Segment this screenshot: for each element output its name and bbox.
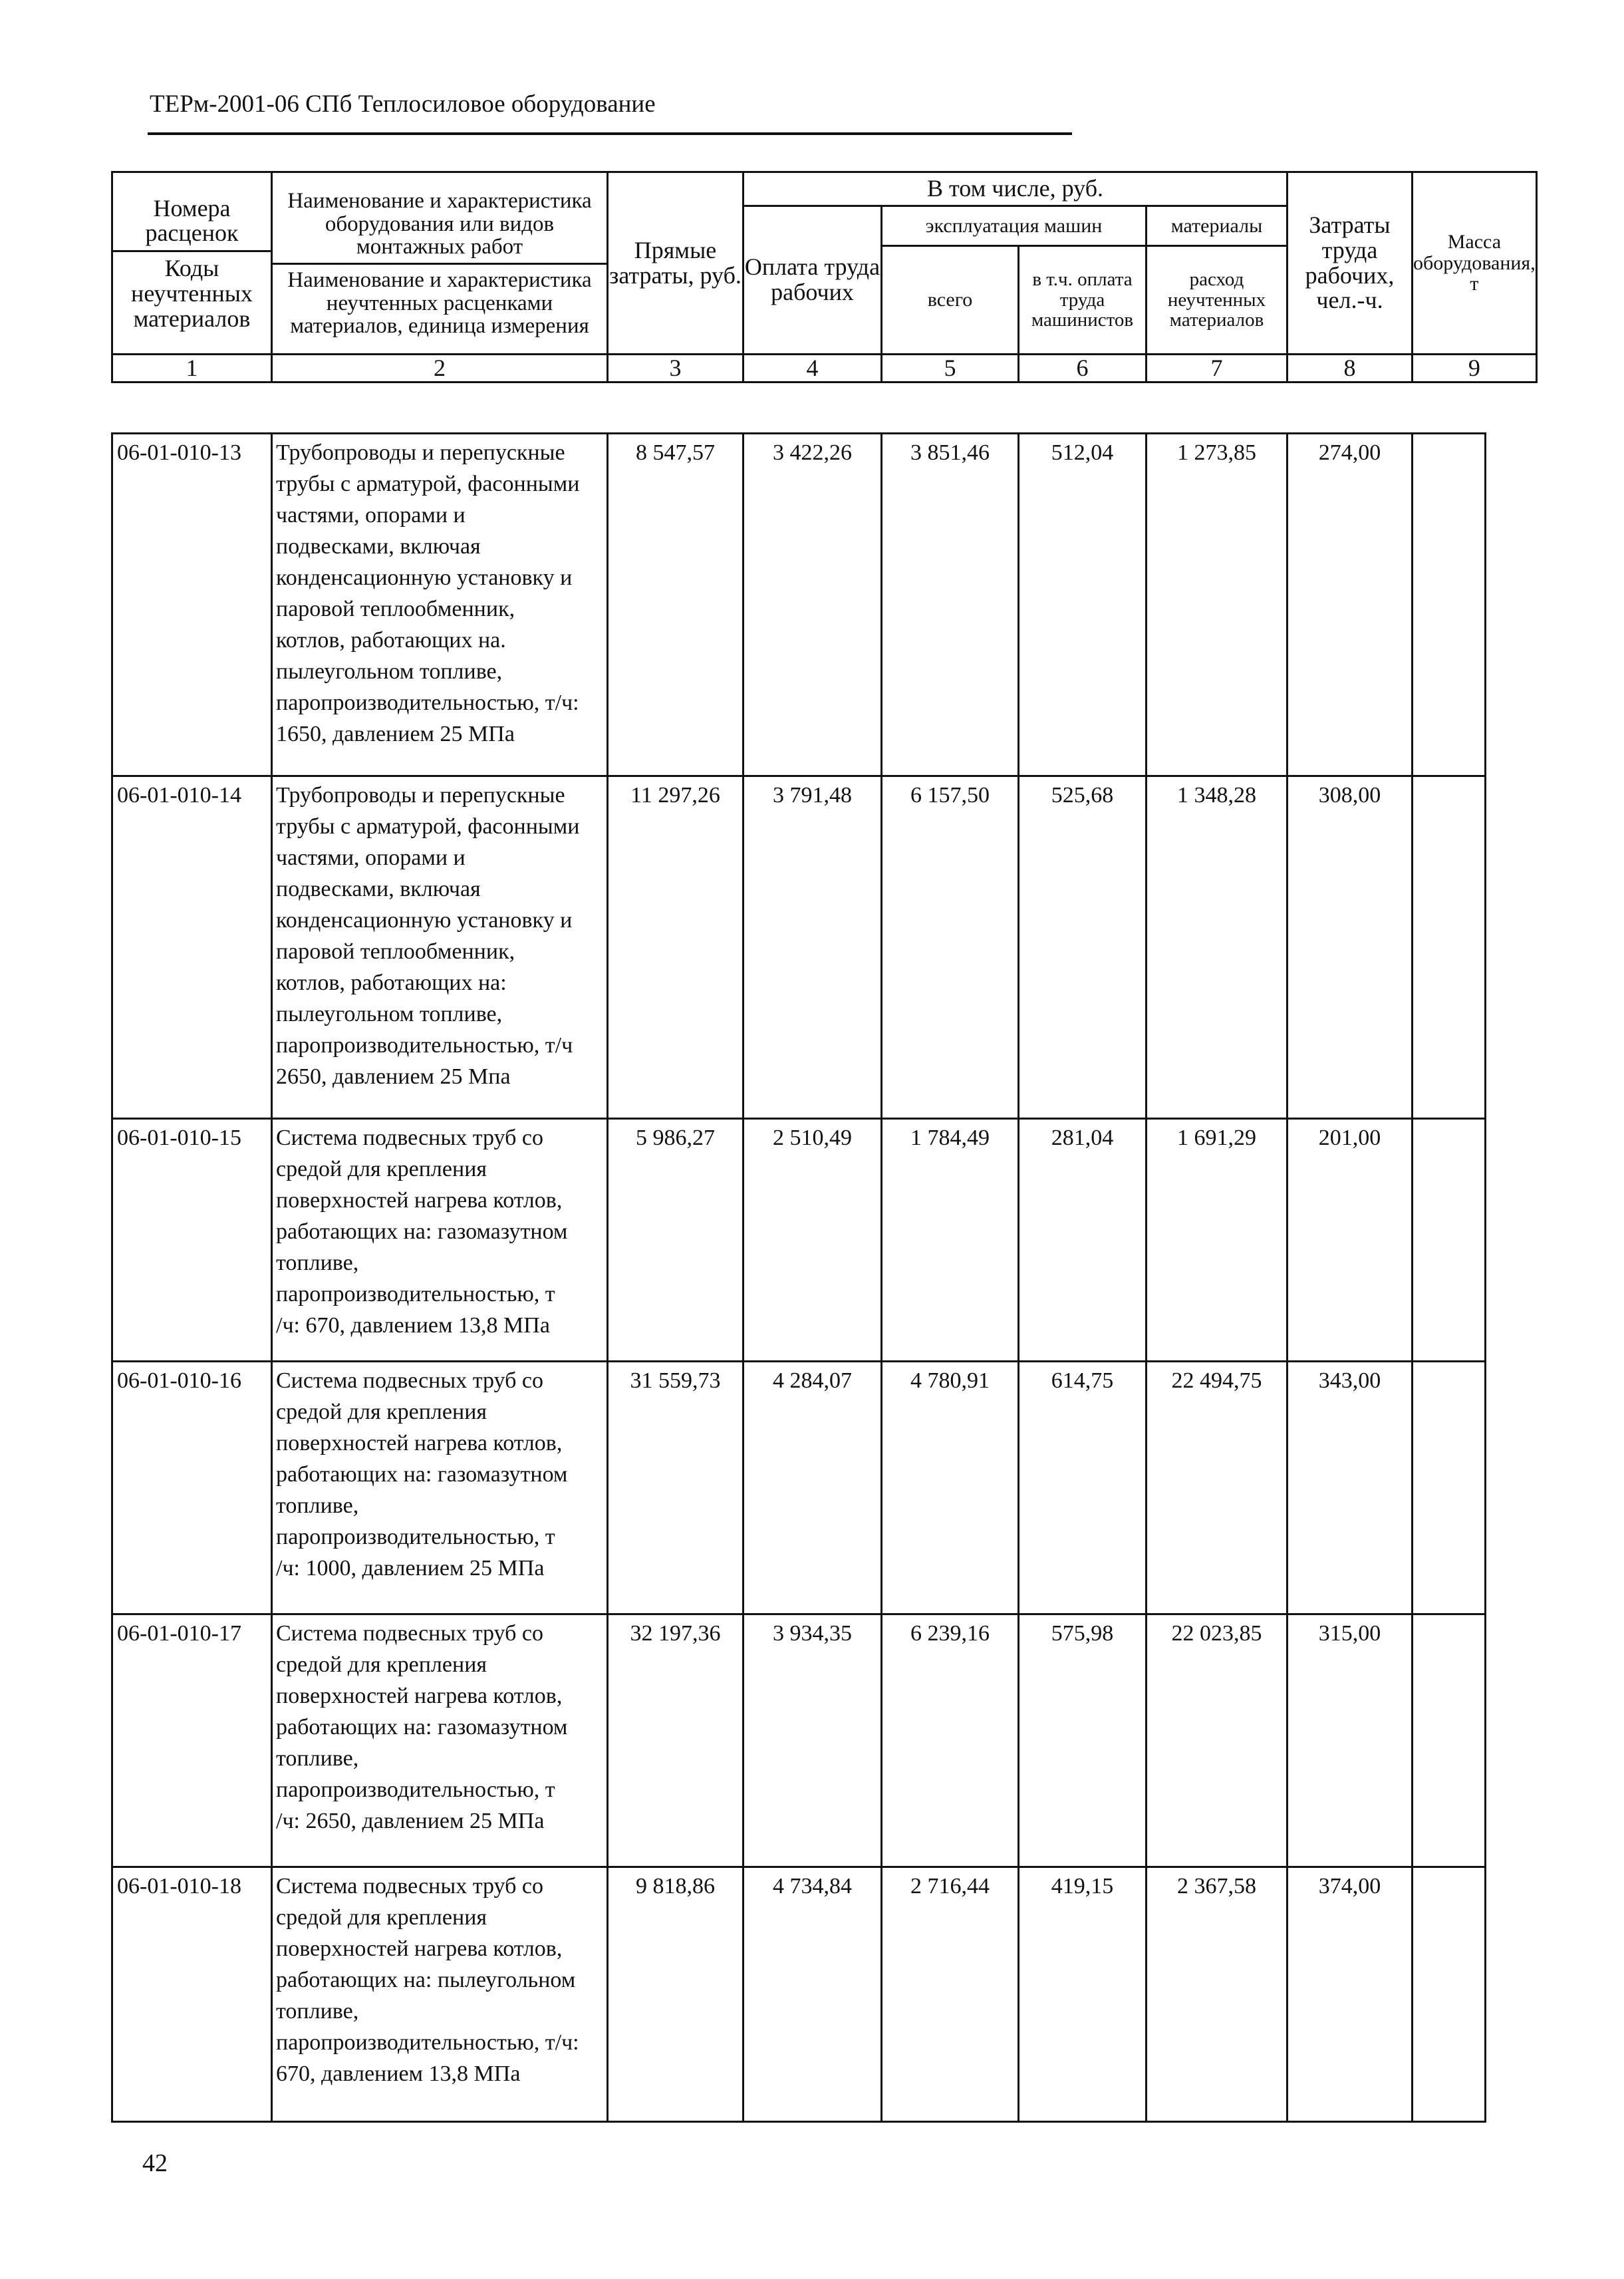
materials-value: 1 691,29 [1147, 1119, 1287, 1362]
rate-code: 06-01-010-13 [112, 434, 272, 776]
rate-code: 06-01-010-15 [112, 1119, 272, 1362]
description-line: средой для крепления [276, 1652, 487, 1677]
materials-value: 1 273,85 [1147, 434, 1287, 776]
machinist-wages-value: 525,68 [1019, 776, 1147, 1119]
description-line: паровой теплообменник, [276, 597, 515, 621]
machines-total-value: 2 716,44 [882, 1867, 1019, 2122]
description-line: работающих на: пылеугольном [276, 1968, 576, 1992]
description-line: котлов, работающих на: [276, 971, 507, 995]
mass-value [1413, 1614, 1486, 1867]
description-line: /ч: 670, давлением 13,8 МПа [276, 1313, 550, 1338]
header-including-group: В том числе, руб. [744, 172, 1287, 206]
header-rate-numbers: Номера расценок [145, 194, 239, 247]
description-line: подвесками, включая [276, 534, 481, 559]
header-material-name: Наименование и характеристика неучтенных расценками материалов, единица измерения [273, 263, 607, 339]
description-line: поверхностей нагрева котлов, [276, 1684, 563, 1708]
description-line: пылеугольном топливе, [276, 1002, 503, 1026]
description-line: поверхностей нагрева котлов, [276, 1936, 563, 1961]
description-line: 670, давлением 13,8 МПа [276, 2061, 521, 2086]
machines-total-value: 1 784,49 [882, 1119, 1019, 1362]
labor-hours-value: 343,00 [1287, 1362, 1413, 1614]
document-title: ТЕРм-2001-06 СПб Теплосиловое оборудование [150, 90, 656, 118]
worker-wages-value: 4 284,07 [744, 1362, 882, 1614]
rate-description [272, 1362, 608, 1614]
table-row [112, 434, 1486, 776]
mass-value [1413, 434, 1486, 776]
column-number-8: 8 [1287, 355, 1413, 382]
description-line: трубы с арматурой, фасонными [276, 472, 580, 496]
description-line: средой для крепления [276, 1400, 487, 1424]
labor-hours-value: 315,00 [1287, 1614, 1413, 1867]
table-row [112, 1362, 1486, 1614]
description-line: трубы с арматурой, фасонными [276, 814, 580, 839]
rate-code: 06-01-010-18 [112, 1867, 272, 2122]
header-machine-operation: эксплуатация машин [882, 206, 1147, 246]
description-line: Система подвесных труб со [276, 1368, 543, 1393]
labor-hours-value: 374,00 [1287, 1867, 1413, 2122]
materials-value: 22 494,75 [1147, 1362, 1287, 1614]
machinist-wages-value: 614,75 [1019, 1362, 1147, 1614]
description-line: паропроизводительностью, т/ч [276, 1033, 573, 1058]
direct-costs-value: 8 547,57 [608, 434, 744, 776]
machinist-wages-value: 281,04 [1019, 1119, 1147, 1362]
description-line: паровой теплообменник, [276, 939, 515, 964]
mass-value [1413, 1119, 1486, 1362]
machinist-wages-value: 575,98 [1019, 1614, 1147, 1867]
header-direct-costs: Прямые затраты, руб. [608, 172, 744, 355]
mass-value [1413, 1362, 1486, 1614]
description-line: /ч: 2650, давлением 25 МПа [276, 1809, 545, 1833]
table-row [112, 1614, 1486, 1867]
description-line: топливе, [276, 1251, 359, 1275]
header-work-name: Наименование и характеристика оборудования или видов монтажных работ [287, 189, 592, 259]
header-unaccounted-materials: расход неучтенных материалов [1147, 246, 1287, 355]
header-machinist-wages: в т.ч. оплата труда машинистов [1019, 246, 1147, 355]
machines-total-value: 6 239,16 [882, 1614, 1019, 1867]
direct-costs-value: 31 559,73 [608, 1362, 744, 1614]
description-line: частями, опорами и [276, 503, 466, 528]
description-line: паропроизводительностью, т [276, 1282, 555, 1306]
description-line: котлов, работающих на. [276, 628, 506, 653]
rate-description [272, 776, 608, 1119]
column-number-5: 5 [882, 355, 1019, 382]
mass-value [1413, 776, 1486, 1119]
rate-code: 06-01-010-14 [112, 776, 272, 1119]
direct-costs-value: 5 986,27 [608, 1119, 744, 1362]
direct-costs-value: 32 197,36 [608, 1614, 744, 1867]
table-row [112, 1867, 1486, 2122]
machinist-wages-value: 512,04 [1019, 434, 1147, 776]
worker-wages-value: 3 791,48 [744, 776, 882, 1119]
description-line: пылеугольном топливе, [276, 659, 503, 684]
description-line: частями, опорами и [276, 845, 466, 870]
description-line: средой для крепления [276, 1157, 487, 1181]
header-worker-wages: Оплата труда рабочих [744, 206, 882, 355]
header-labor-costs: Затраты труда рабочих, чел.-ч. [1287, 172, 1413, 355]
rate-description [272, 1867, 608, 2122]
description-line: паропроизводительностью, т [276, 1777, 555, 1802]
worker-wages-value: 2 510,49 [744, 1119, 882, 1362]
description-line: Система подвесных труб со [276, 1621, 543, 1646]
description-line: 2650, давлением 25 Мпа [276, 1064, 511, 1089]
worker-wages-value: 4 734,84 [744, 1867, 882, 2122]
header-machines-total: всего [882, 246, 1019, 355]
direct-costs-value: 9 818,86 [608, 1867, 744, 2122]
rate-description [272, 1614, 608, 1867]
mass-value [1413, 1867, 1486, 2122]
description-line: работающих на: газомазутном [276, 1219, 568, 1244]
column-number-1: 1 [112, 355, 272, 382]
labor-hours-value: 308,00 [1287, 776, 1413, 1119]
column-number-4: 4 [744, 355, 882, 382]
page-number: 42 [142, 2149, 168, 2177]
header-cell-2 [272, 172, 608, 355]
description-line: Трубопроводы и перепускные [276, 783, 565, 808]
machines-total-value: 3 851,46 [882, 434, 1019, 776]
description-line: топливе, [276, 1999, 359, 2024]
description-line: конденсационную установку и [276, 908, 573, 933]
description-line: поверхностей нагрева котлов, [276, 1188, 563, 1213]
machinist-wages-value: 419,15 [1019, 1867, 1147, 2122]
materials-value: 1 348,28 [1147, 776, 1287, 1119]
description-line: подвесками, включая [276, 877, 481, 901]
description-line: Трубопроводы и перепускные [276, 440, 565, 465]
table-row [112, 1119, 1486, 1362]
materials-value: 22 023,85 [1147, 1614, 1287, 1867]
rates-table [111, 432, 1486, 2123]
column-number-2: 2 [272, 355, 608, 382]
header-material-codes: Коды неучтенных материалов [113, 250, 271, 333]
description-line: /ч: 1000, давлением 25 МПа [276, 1556, 545, 1581]
description-line: топливе, [276, 1746, 359, 1771]
description-line: работающих на: газомазутном [276, 1462, 568, 1487]
description-line: паропроизводительностью, т/ч: [276, 2030, 579, 2055]
description-line: 1650, давлением 25 МПа [276, 722, 515, 746]
table-header [111, 171, 1538, 383]
header-cell-1 [112, 172, 272, 355]
title-rule [148, 132, 1072, 135]
machines-total-value: 4 780,91 [882, 1362, 1019, 1614]
description-line: работающих на: газомазутном [276, 1715, 568, 1740]
column-number-7: 7 [1147, 355, 1287, 382]
labor-hours-value: 274,00 [1287, 434, 1413, 776]
description-line: поверхностей нагрева котлов, [276, 1431, 563, 1455]
direct-costs-value: 11 297,26 [608, 776, 744, 1119]
header-equipment-mass: Масса оборудования, т [1413, 172, 1537, 355]
rate-code: 06-01-010-16 [112, 1362, 272, 1614]
description-line: Система подвесных труб со [276, 1126, 543, 1150]
worker-wages-value: 3 422,26 [744, 434, 882, 776]
machines-total-value: 6 157,50 [882, 776, 1019, 1119]
description-line: конденсационную установку и [276, 565, 573, 590]
rate-code: 06-01-010-17 [112, 1614, 272, 1867]
column-number-3: 3 [608, 355, 744, 382]
header-materials: материалы [1147, 206, 1287, 246]
description-line: паропроизводительностью, т [276, 1525, 555, 1549]
rate-description [272, 434, 608, 776]
labor-hours-value: 201,00 [1287, 1119, 1413, 1362]
column-number-9: 9 [1413, 355, 1537, 382]
description-line: паропроизводительностью, т/ч: [276, 690, 579, 715]
description-line: топливе, [276, 1493, 359, 1518]
rate-description [272, 1119, 608, 1362]
column-number-6: 6 [1019, 355, 1147, 382]
description-line: средой для крепления [276, 1905, 487, 1930]
description-line: Система подвесных труб со [276, 1874, 543, 1899]
worker-wages-value: 3 934,35 [744, 1614, 882, 1867]
table-row [112, 776, 1486, 1119]
materials-value: 2 367,58 [1147, 1867, 1287, 2122]
